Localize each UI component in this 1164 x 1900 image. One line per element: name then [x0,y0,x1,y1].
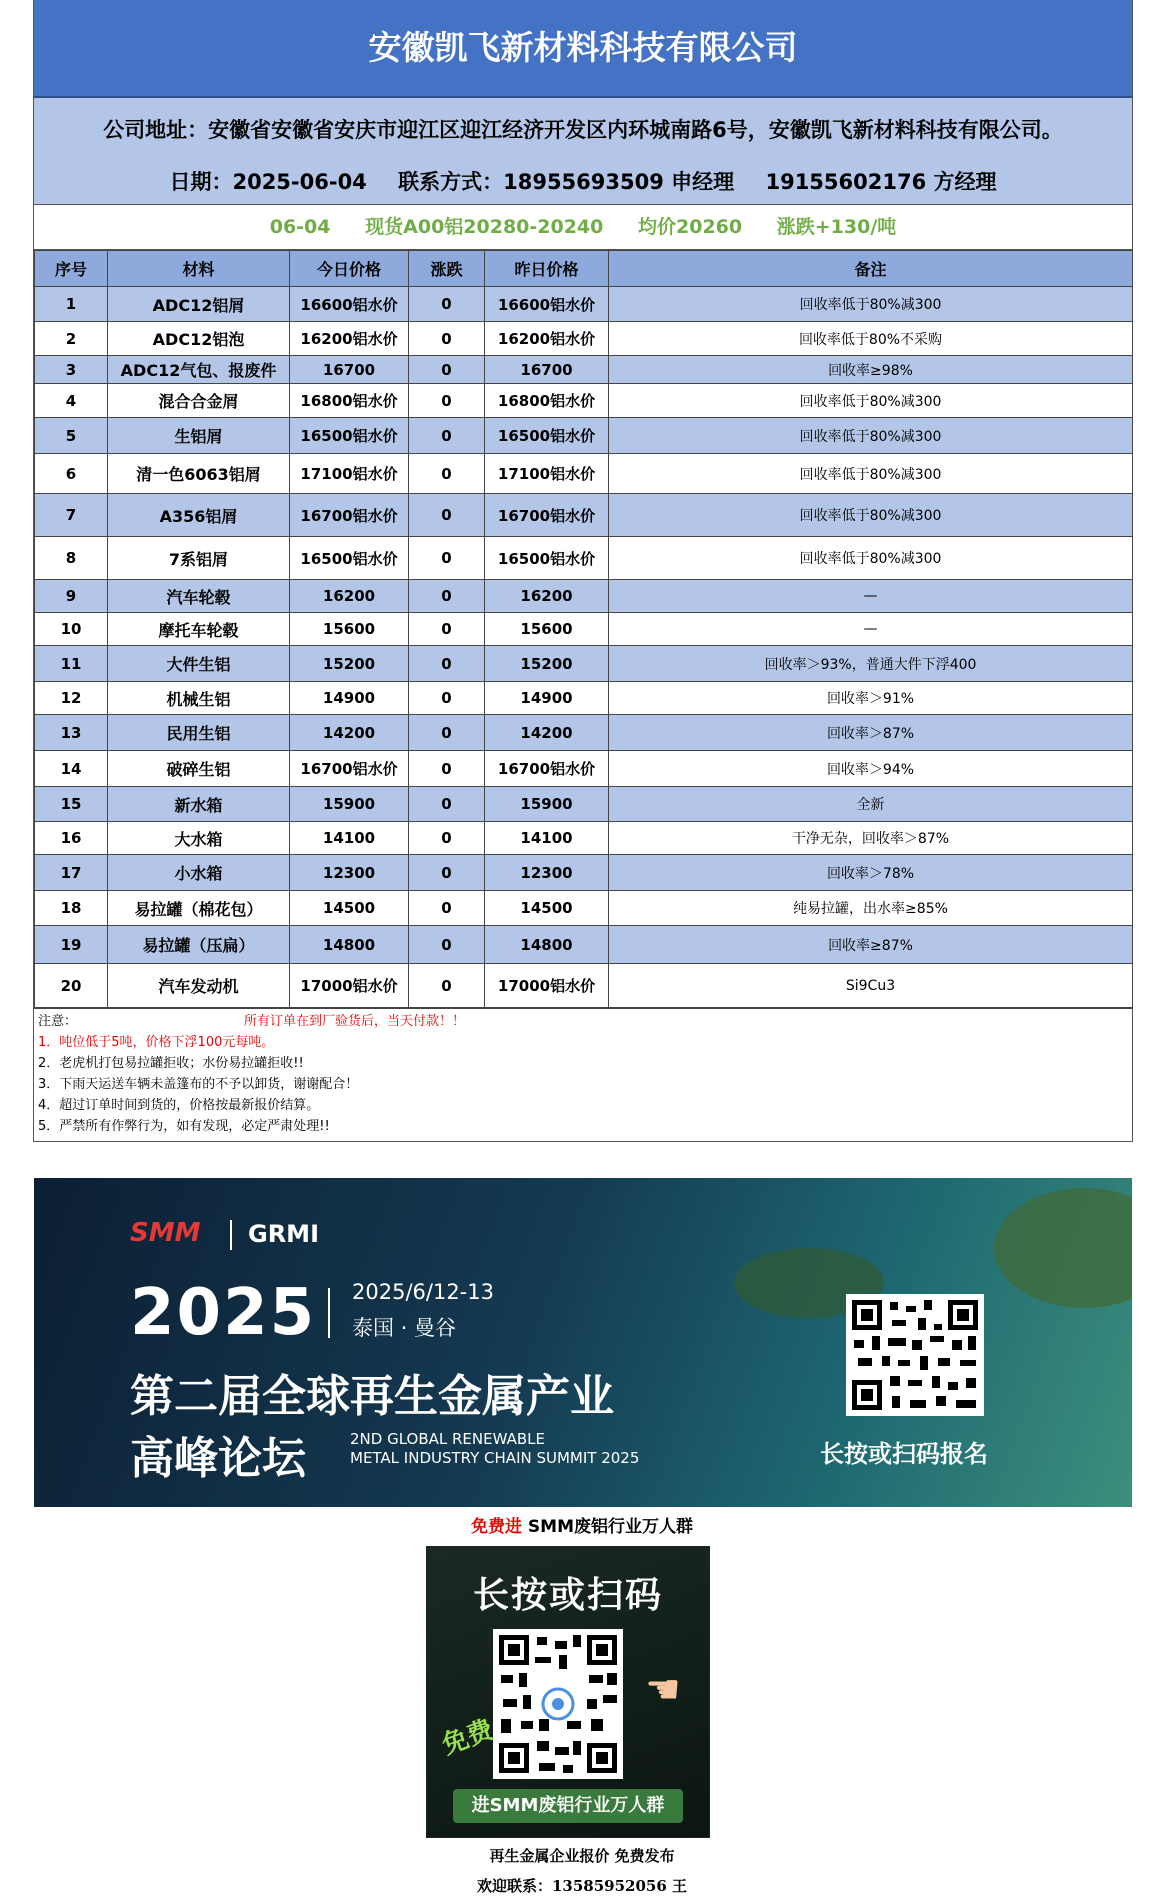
row-yesterday-price: 15900 [485,787,609,822]
row-remark: 纯易拉罐，出水率≥85% [609,891,1133,926]
row-index: 18 [35,891,108,926]
row-material: 机械生铝 [108,682,290,715]
avg-price: 均价20260 [638,216,743,238]
quote-date: 日期：2025-06-04 [169,170,367,194]
row-index: 12 [35,682,108,715]
row-yesterday-price: 16500铝水价 [485,418,609,454]
table-row [35,646,1133,682]
row-yesterday-price: 14800 [485,926,609,964]
row-index: 2 [35,322,108,356]
col-header-material: 材料 [108,251,290,287]
table-row [35,580,1133,613]
row-remark: 回收率＞78% [609,855,1133,891]
row-remark: 回收率＞94% [609,751,1133,787]
col-header-change: 涨跌 [409,251,485,287]
row-material: 破碎生铝 [108,751,290,787]
row-yesterday-price: 15600 [485,613,609,646]
table-row [35,287,1133,322]
col-header-today: 今日价格 [290,251,409,287]
row-today-price: 17100铝水价 [290,454,409,494]
row-change: 0 [409,384,485,418]
row-yesterday-price: 17000铝水价 [485,964,609,1008]
row-remark: — [609,613,1133,646]
row-remark: Si9Cu3 [609,964,1133,1008]
note-item: 5．严禁所有作弊行为，如有发现，必定严肃处理!! [38,1119,330,1134]
row-remark: 回收率低于80%减300 [609,494,1133,537]
company-address: 公司地址：安徽省安徽省安庆市迎江区迎江经济开发区内环城南路6号，安徽凯飞新材料科技有限公司。 [103,118,1063,142]
row-yesterday-price: 16700铝水价 [485,494,609,537]
island-shape [994,1188,1132,1308]
row-today-price: 15900 [290,787,409,822]
row-yesterday-price: 14100 [485,822,609,855]
row-today-price: 16500铝水价 [290,537,409,580]
row-material: 大水箱 [108,822,290,855]
group-qr-card[interactable] [426,1546,710,1838]
row-remark: 回收率低于80%减300 [609,454,1133,494]
qr-code-icon [493,1629,623,1779]
quote-day: 06-04 [269,216,331,238]
row-today-price: 16700 [290,356,409,384]
footer-line-2: 欢迎联系：13585952056 王 [476,1877,688,1895]
row-change: 0 [409,613,485,646]
row-change: 0 [409,964,485,1008]
col-header-yesterday: 昨日价格 [485,251,609,287]
summit-english-title: 2ND GLOBAL RENEWABLE METAL INDUSTRY CHAIN SUMMIT 2025 [350,1430,640,1467]
row-material: 易拉罐（压扁） [108,926,290,964]
promo-free: 免费进 [471,1517,522,1537]
row-yesterday-price: 16200铝水价 [485,322,609,356]
qr-code-icon [848,1296,982,1414]
row-yesterday-price: 12300 [485,855,609,891]
row-index: 3 [35,356,108,384]
contact-line [34,150,1132,196]
contact-1: 18955693509 申经理 [503,170,735,194]
table-row [35,926,1133,964]
row-remark: 回收率低于80%不采购 [609,322,1133,356]
price-table-body [35,287,1133,1008]
row-index: 10 [35,613,108,646]
row-today-price: 16500铝水价 [290,418,409,454]
spot-price: 现货A00铝20280-20240 [365,216,604,238]
row-material: 小水箱 [108,855,290,891]
row-index: 5 [35,418,108,454]
note-item: 2．老虎机打包易拉罐拒收；水份易拉罐拒收!! [38,1056,304,1071]
row-today-price: 12300 [290,855,409,891]
notes-highlight: 所有订单在到厂验货后，当天付款！！ [244,1014,466,1029]
row-yesterday-price: 17100铝水价 [485,454,609,494]
summit-year: 2025 [130,1276,317,1350]
row-change: 0 [409,787,485,822]
table-row [35,384,1133,418]
aluminum-spot-quote [34,205,1132,250]
row-yesterday-price: 16700铝水价 [485,751,609,787]
row-material: 混合合金屑 [108,384,290,418]
note-item: 4．超过订单时间到货的，价格按最新报价结算。 [38,1098,320,1113]
row-material: ADC12铝泡 [108,322,290,356]
row-index: 16 [35,822,108,855]
price-table [34,250,1133,1008]
table-row [35,418,1133,454]
row-change: 0 [409,822,485,855]
row-index: 4 [35,384,108,418]
row-material: ADC12铝屑 [108,287,290,322]
row-index: 20 [35,964,108,1008]
row-material: 民用生铝 [108,715,290,751]
row-index: 14 [35,751,108,787]
row-today-price: 14800 [290,926,409,964]
row-material: 新水箱 [108,787,290,822]
row-yesterday-price: 16500铝水价 [485,537,609,580]
row-change: 0 [409,855,485,891]
row-remark: 回收率低于80%减300 [609,418,1133,454]
row-today-price: 16200铝水价 [290,322,409,356]
row-today-price: 17000铝水价 [290,964,409,1008]
table-row [35,356,1133,384]
qr-card-title: 长按或扫码 [472,1575,663,1616]
group-promo [0,1512,1164,1537]
row-change: 0 [409,537,485,580]
row-index: 9 [35,580,108,613]
row-index: 6 [35,454,108,494]
row-change: 0 [409,926,485,964]
table-row [35,855,1133,891]
table-row [35,613,1133,646]
row-change: 0 [409,715,485,751]
row-yesterday-price: 16700 [485,356,609,384]
row-yesterday-price: 16800铝水价 [485,384,609,418]
grmi-logo: GRMI [248,1220,319,1248]
row-change: 0 [409,751,485,787]
table-row [35,891,1133,926]
table-row [35,682,1133,715]
row-change: 0 [409,580,485,613]
registration-qr-code[interactable] [846,1294,984,1416]
row-remark: 回收率≥87% [609,926,1133,964]
promo-text: SMM废铝行业万人群 [522,1517,693,1537]
row-material: 清一色6063铝屑 [108,454,290,494]
col-header-index: 序号 [35,251,108,287]
row-remark: 回收率＞91% [609,682,1133,715]
row-material: 汽车轮毂 [108,580,290,613]
row-material: ADC12气包、报废件 [108,356,290,384]
summit-location: 泰国 · 曼谷 [352,1316,457,1340]
row-change: 0 [409,287,485,322]
row-change: 0 [409,322,485,356]
notes-section [34,1008,1132,1142]
table-row [35,322,1133,356]
row-remark: 回收率低于80%减300 [609,287,1133,322]
row-material: 汽车发动机 [108,964,290,1008]
notes-label: 注意： [38,1014,78,1029]
row-change: 0 [409,454,485,494]
row-today-price: 15600 [290,613,409,646]
table-row [35,454,1133,494]
register-cta: 长按或扫码报名 [820,1440,988,1468]
row-remark: 全新 [609,787,1133,822]
row-material: 摩托车轮毂 [108,613,290,646]
col-header-remark: 备注 [609,251,1133,287]
row-today-price: 16800铝水价 [290,384,409,418]
row-today-price: 16700铝水价 [290,751,409,787]
row-index: 1 [35,287,108,322]
price-sheet [33,0,1133,1142]
row-today-price: 14100 [290,822,409,855]
row-yesterday-price: 16200 [485,580,609,613]
table-row [35,787,1133,822]
row-index: 15 [35,787,108,822]
table-row [35,751,1133,787]
row-today-price: 16700铝水价 [290,494,409,537]
row-remark: — [609,580,1133,613]
group-qr-code[interactable] [493,1629,623,1779]
row-today-price: 16200 [290,580,409,613]
summit-banner[interactable] [34,1178,1132,1507]
row-material: 大件生铝 [108,646,290,682]
row-yesterday-price: 14900 [485,682,609,715]
row-index: 19 [35,926,108,964]
row-today-price: 16600铝水价 [290,287,409,322]
row-material: A356铝屑 [108,494,290,537]
table-row [35,822,1133,855]
row-yesterday-price: 15200 [485,646,609,682]
pointing-hand-icon: ☚ [645,1667,681,1713]
smm-logo: SMM [130,1218,201,1248]
contact-2: 19155602176 方经理 [765,170,997,194]
year-divider [328,1288,330,1338]
table-row [35,537,1133,580]
summit-date: 2025/6/12-13 [352,1280,494,1304]
contact-label: 联系方式：18955693509 申经理 [398,170,735,194]
free-label: 免费 [438,1714,498,1761]
row-change: 0 [409,356,485,384]
row-change: 0 [409,646,485,682]
row-index: 17 [35,855,108,891]
row-change: 0 [409,494,485,537]
row-index: 7 [35,494,108,537]
row-remark: 回收率≥98% [609,356,1133,384]
summit-title-line1: 第二届全球再生金属产业 [130,1371,614,1422]
row-remark: 回收率低于80%减300 [609,537,1133,580]
table-row [35,494,1133,537]
row-today-price: 15200 [290,646,409,682]
row-today-price: 14500 [290,891,409,926]
table-header-row [35,251,1133,287]
logo-divider [230,1220,232,1250]
footer-line-1: 再生金属企业报价 免费发布 [489,1847,675,1865]
note-item: 1．吨位低于5吨，价格下浮100元每吨。 [38,1035,275,1050]
row-yesterday-price: 16600铝水价 [485,287,609,322]
summit-title-line2: 高峰论坛 [130,1433,306,1484]
row-remark: 回收率＞87% [609,715,1133,751]
company-info [34,98,1132,205]
row-remark: 干净无杂，回收率＞87% [609,822,1133,855]
table-row [35,964,1133,1008]
note-item: 3．下雨天运送车辆未盖篷布的不予以卸货，谢谢配合！ [38,1077,359,1092]
row-today-price: 14900 [290,682,409,715]
row-yesterday-price: 14500 [485,891,609,926]
price-change: 涨跌+130/吨 [776,216,897,238]
row-material: 7系铝屑 [108,537,290,580]
join-group-button[interactable]: 进SMM废铝行业万人群 [453,1789,683,1823]
table-row [35,715,1133,751]
row-change: 0 [409,891,485,926]
row-material: 易拉罐（棉花包） [108,891,290,926]
row-today-price: 14200 [290,715,409,751]
company-title: 安徽凯飞新材料科技有限公司 [34,0,1132,98]
row-remark: 回收率＞93%，普通大件下浮400 [609,646,1133,682]
row-change: 0 [409,682,485,715]
row-change: 0 [409,418,485,454]
row-index: 8 [35,537,108,580]
row-index: 13 [35,715,108,751]
row-remark: 回收率低于80%减300 [609,384,1133,418]
row-index: 11 [35,646,108,682]
row-material: 生铝屑 [108,418,290,454]
row-yesterday-price: 14200 [485,715,609,751]
